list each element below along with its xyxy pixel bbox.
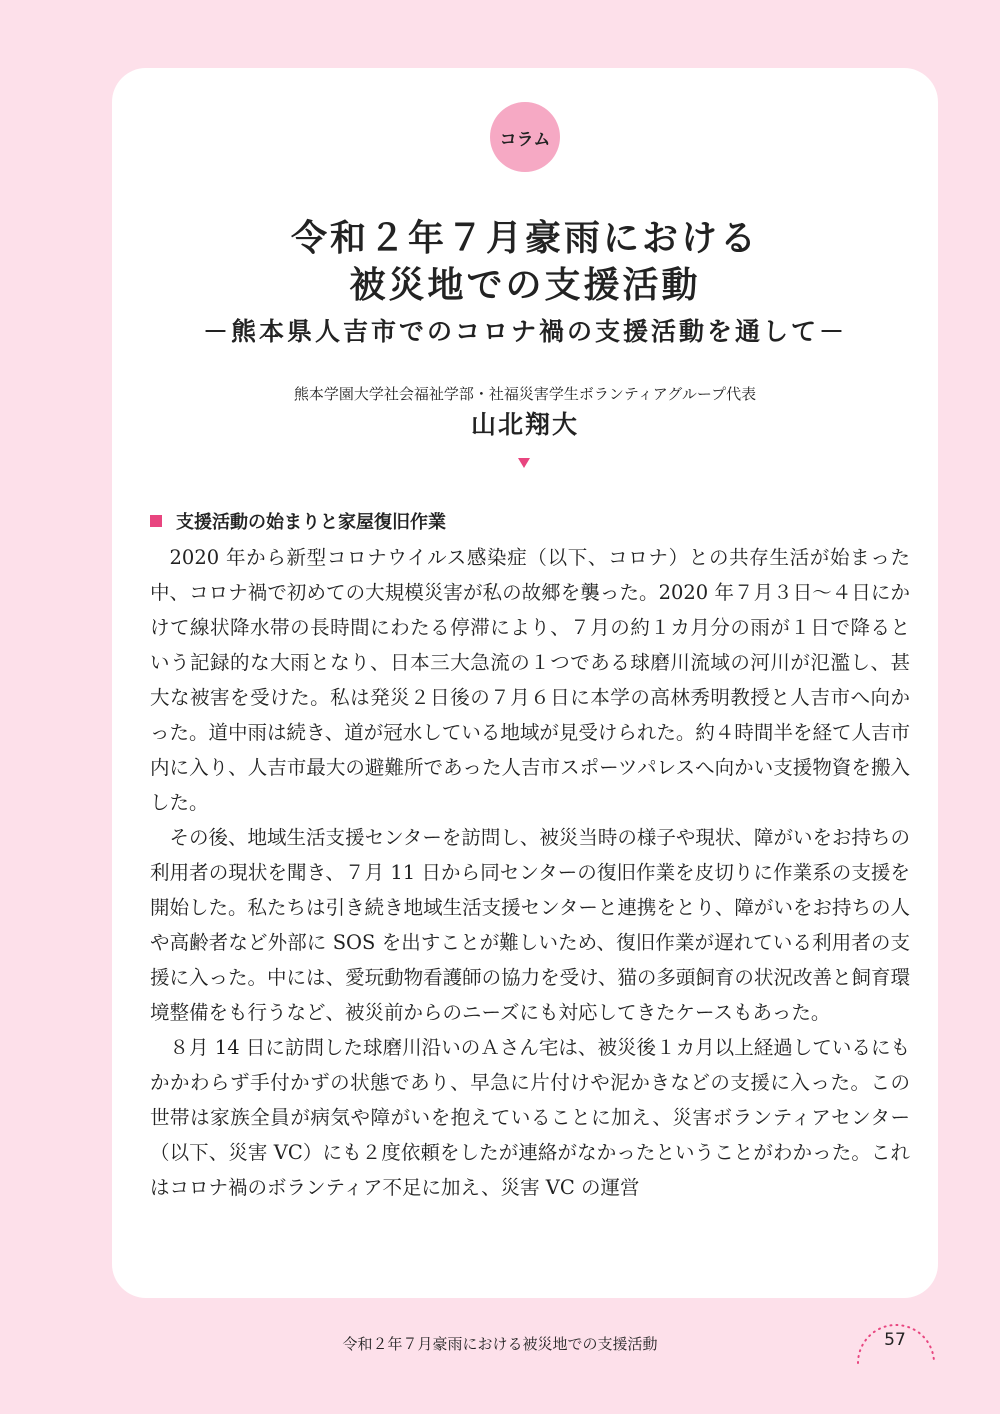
column-badge: コラム	[490, 102, 560, 172]
author-name: 山北翔大	[470, 410, 579, 439]
page-number: 57	[884, 1330, 906, 1350]
title-line-2: 被災地での支援活動	[349, 265, 701, 306]
title-line-1: 令和２年７月豪雨における	[290, 218, 759, 259]
body-text	[150, 540, 910, 1205]
paragraph-2: その後、地域生活支援センターを訪問し、被災当時の様子や現状、障がいをお持ちの利用者の現状を聞き、７月 11 日から同センターの復旧作業を皮切りに作業系の支援を開始した。私たちは引き続き地域生活支援センターと連携をとり、障がいをお持ちの人や高齢者など外部に SOS を出すことが難しいため、復旧作業が遅れている利用者の支援に入った。中には、愛玩動物看護師の協力を受け、猫の多頭飼育の状況改善と飼育環境整備をも行うなど、被災前からのニーズにも対応してきたケースもあった。	[150, 826, 910, 1024]
section-heading	[150, 508, 446, 534]
square-bullet-icon	[150, 515, 162, 527]
subtitle: －熊本県人吉市でのコロナ禍の支援活動を通して－	[202, 317, 847, 346]
paragraph-1: 2020 年から新型コロナウイルス感染症（以下、コロナ）との共存生活が始まった中、コロナ禍で初めての大規模災害が私の故郷を襲った。2020 年７月３日〜４日にかけて線状降水帯の長時間にわたる停滞により、７月の約１カ月分の雨が１日で降るという記録的な大雨となり、日本三大急流の１つである球磨川流域の河川が氾濫し、甚大な被害を受けた。私は発災２日後の７月６日に本学の高林秀明教授と人吉市へ向かった。道中雨は続き、道が冠水している地域が見受けられた。約４時間半を経て人吉市内に入り、人吉市最大の避難所であった人吉市スポーツパレスへ向かい支援物資を搬入した。	[150, 546, 910, 814]
section-heading-text: 支援活動の始まりと家屋復旧作業	[176, 512, 446, 533]
author-affiliation: 熊本学園大学社会福祉学部・社福災害学生ボランティアグループ代表	[293, 385, 757, 403]
paragraph-3: ８月 14 日に訪問した球磨川沿いのＡさん宅は、被災後１カ月以上経過しているにもかかわらず手付かずの状態であり、早急に片付けや泥かきなどの支援に入った。この世帯は家族全員が病気や障がいを抱えていることに加え、災害ボランティアセンター（以下、災害 VC）にも２度依頼をしたが連絡がなかったということがわかった。これはコロナ禍のボランティア不足に加え、災害 VC の運営	[150, 1036, 910, 1199]
triangle-marker-icon	[518, 458, 530, 468]
running-title: 令和２年７月豪雨における被災地での支援活動	[342, 1335, 658, 1353]
